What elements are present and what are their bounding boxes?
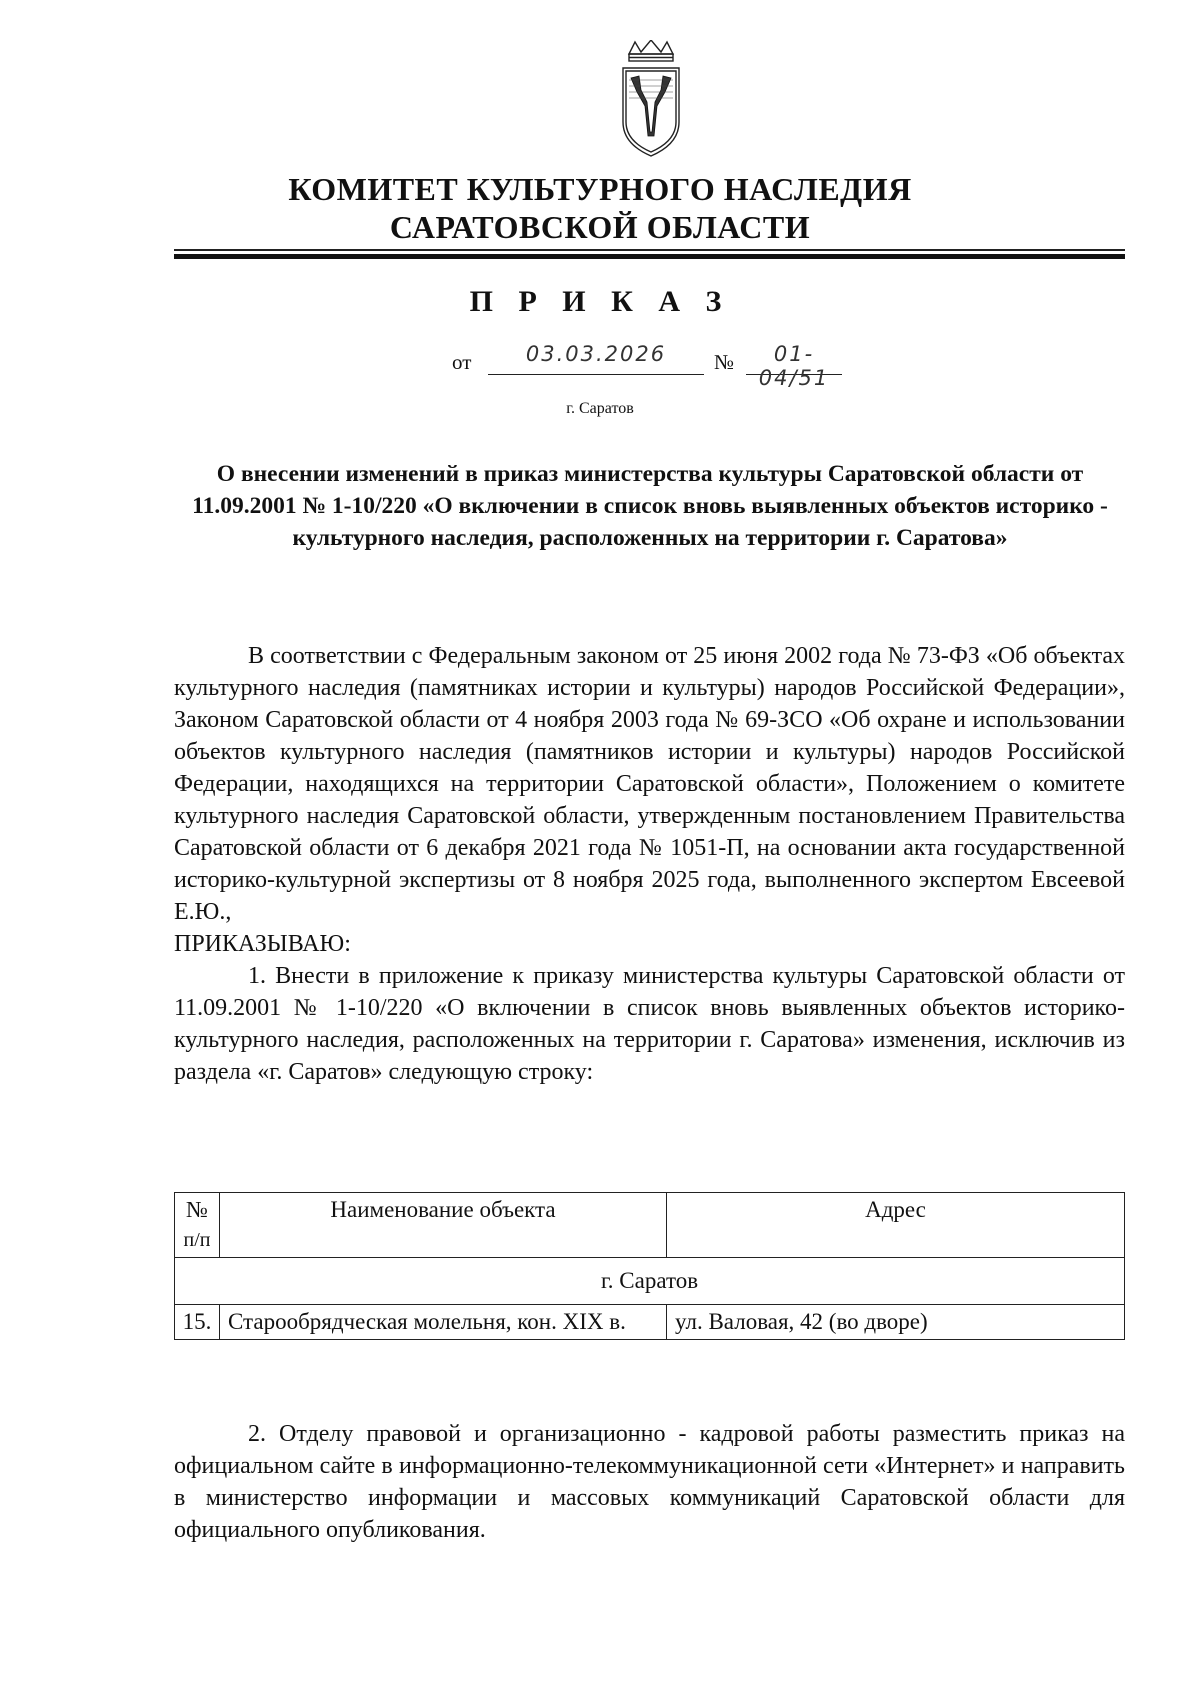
number-label: №	[714, 350, 735, 374]
preamble-paragraph: В соответствии с Федеральным законом от 25 июня 2002 года № 73-ФЗ «Об объектах культурного наследия (памятниках истории и культуры) народов Российской Федерации», Законом Саратовской области от 4 ноября 2003 года № 69-ЗСО «Об охране и использовании объектов культурного наследия (памятников истории и культуры) народов Российской Федерации, находящихся на территории Саратовской области», Положением о комитете культурного наследия Саратовской области, утвержденным постановлением Правительства Саратовской области от 6 декабря 2021 года № 1051-П, на основании акта государственной историко-культурной экспертизы от 8 ноября 2025 года, выполненного экспертом Евсеевой Е.Ю.,	[174, 643, 1125, 925]
section-label: г. Саратов	[175, 1258, 1125, 1305]
table-row	[175, 1305, 1125, 1340]
header-num-sub: п/п	[183, 1229, 211, 1251]
order-date: 03.03.2026	[488, 342, 704, 375]
header-divider-thick	[174, 254, 1125, 259]
order-word: ПРИКАЗЫВАЮ:	[174, 931, 351, 957]
header-num-label: №	[186, 1197, 208, 1222]
table-section-row	[175, 1258, 1125, 1305]
header-address: Адрес	[667, 1193, 1125, 1258]
row-name: Старообрядческая молельня, кон. XIX в.	[220, 1305, 667, 1340]
header-divider-thin	[174, 249, 1125, 251]
document-type-title: П Р И К А З	[469, 285, 731, 318]
row-num: 15.	[175, 1305, 220, 1340]
header-name: Наименование объекта	[220, 1193, 667, 1258]
organization-name-line2: САРАТОВСКОЙ ОБЛАСТИ	[389, 209, 811, 245]
saratov-region-coat-of-arms-icon	[617, 40, 685, 158]
order-number: 01-04/51	[746, 342, 842, 375]
header-num	[175, 1193, 220, 1258]
excluded-objects-table	[174, 1192, 1125, 1340]
organization-name-line1: КОМИТЕТ КУЛЬТУРНОГО НАСЛЕДИЯ	[288, 171, 912, 207]
order-body-continued	[174, 1418, 1125, 1546]
issue-city: г. Саратов	[566, 400, 634, 417]
row-address: ул. Валовая, 42 (во дворе)	[667, 1305, 1125, 1340]
item-1-paragraph: 1. Внести в приложение к приказу министерства культуры Саратовской области от 11.09.2001 № 1-10/220 «О включении в список вновь выявленных объектов историко-культурного наследия, расположенных на территории г. Саратова» изменения, исключив из раздела «г. Саратов» следующую строку:	[174, 963, 1125, 1085]
item-2-paragraph: 2. Отделу правовой и организационно - кадровой работы разместить приказ на официальном сайте в информационно-телекоммуникационной сети «Интернет» и направить в министерство информации и массовых коммуникаций Саратовской области для официального опубликования.	[174, 1421, 1125, 1543]
table-header-row	[175, 1193, 1125, 1258]
order-body	[174, 640, 1125, 1088]
order-subject: О внесении изменений в приказ министерства культуры Саратовской области от 11.09.2001 № 1-10/220 «О включении в список вновь выявленных объектов историко - культурного наследия, расположенных на территории г. Саратова»	[192, 461, 1108, 551]
date-label: от	[452, 350, 472, 374]
